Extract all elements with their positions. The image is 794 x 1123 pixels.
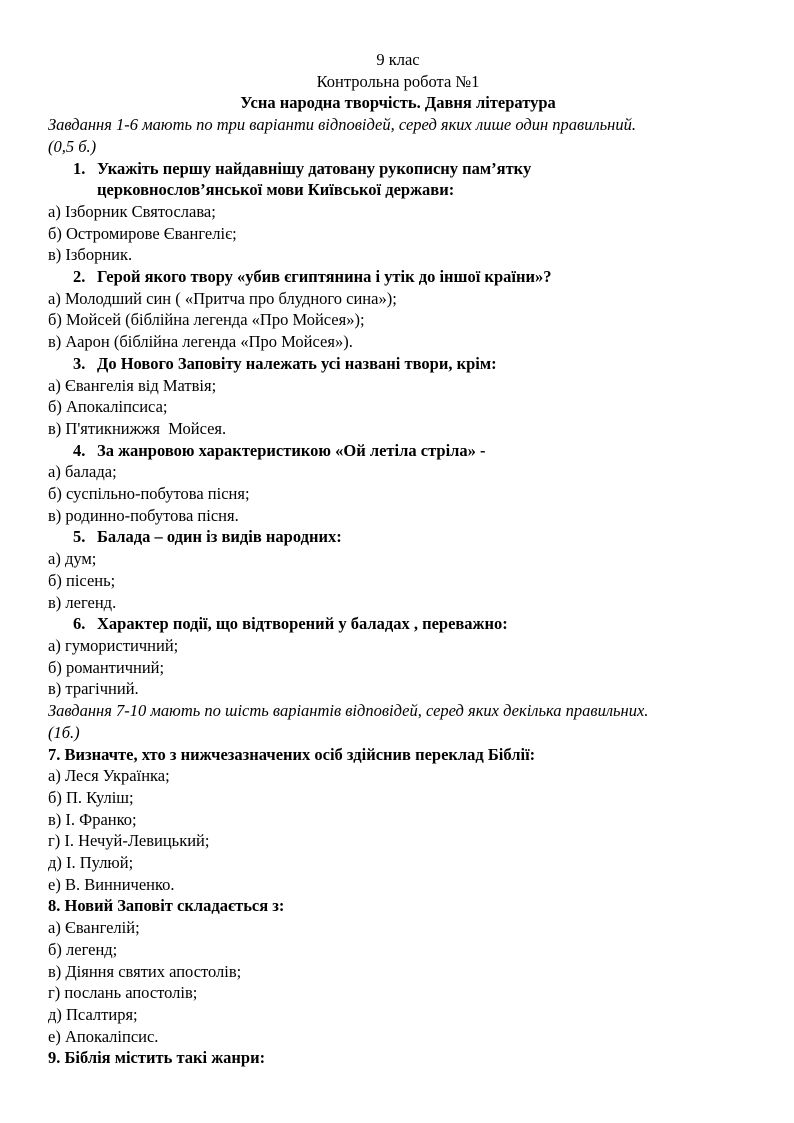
instructions-2-line2: (1б.)	[48, 722, 80, 742]
question-4	[48, 440, 748, 462]
q1-option-b: б) Остромирове Євангеліє;	[48, 223, 237, 243]
q5-option-c: в) легенд.	[48, 592, 117, 612]
q4-option-c: в) родинно-побутова пісня.	[48, 505, 239, 525]
q8-option-d: г) послань апостолів;	[48, 983, 198, 1003]
question-2-number: 2.	[73, 267, 86, 287]
instructions-1-line1: Завдання 1-6 мають по три варіанти відповідей, серед яких лише один правильний.	[48, 115, 636, 135]
document-page	[48, 49, 748, 1069]
q8-option-c: в) Діяння святих апостолів;	[48, 961, 242, 981]
question-8: 8. Новий Заповіт складається з:	[48, 896, 285, 916]
question-5-number: 5.	[73, 527, 86, 547]
question-3	[48, 353, 748, 375]
question-2	[48, 266, 748, 288]
q3-option-a: а) Євангелія від Матвія;	[48, 375, 217, 395]
question-4-number: 4.	[73, 440, 86, 460]
q3-option-c: в) П'ятикнижжя Мойсея.	[48, 418, 227, 438]
instructions-1-line2: (0,5 б.)	[48, 136, 97, 156]
q6-option-b: б) романтичний;	[48, 657, 165, 677]
question-6-text: Характер події, що відтворений у баладах , переважно:	[97, 614, 508, 634]
q8-option-b: б) легенд;	[48, 939, 118, 959]
q6-option-a: а) гумористичний;	[48, 635, 179, 655]
question-2-text: Герой якого твору «убив єгиптянина і утік до іншої країни»?	[97, 267, 552, 287]
topic-title: Усна народна творчість. Давня література	[240, 93, 556, 113]
q6-option-c: в) трагічний.	[48, 679, 139, 699]
q4-option-a: а) балада;	[48, 462, 117, 482]
question-7: 7. Визначте, хто з нижчезазначених осіб здійснив переклад Біблії:	[48, 744, 536, 764]
q5-option-a: а) дум;	[48, 549, 97, 569]
test-title: Контрольна робота №1	[316, 71, 480, 91]
q8-option-e: д) Псалтиря;	[48, 1004, 138, 1024]
instructions-2-line1: Завдання 7-10 мають по шість варіантів відповідей, серед яких декілька правильних.	[48, 701, 649, 721]
q1-option-a: а) Ізборник Святослава;	[48, 201, 216, 221]
q8-option-a: а) Євангелій;	[48, 918, 140, 938]
q2-option-c: в) Аарон (біблійна легенда «Про Мойсея»).	[48, 332, 353, 352]
q2-option-b: б) Мойсей (біблійна легенда «Про Мойсея»);	[48, 310, 365, 330]
q7-option-e: д) І. Пулюй;	[48, 853, 134, 873]
question-6	[48, 613, 748, 635]
grade-heading: 9 клас	[376, 50, 420, 69]
question-5-text: Балада – один із видів народних:	[97, 527, 342, 547]
question-1-text-line2: церковнослов’янської мови Київської держави:	[97, 180, 455, 200]
question-3-text: До Нового Заповіту належать усі названі твори, крім:	[97, 353, 497, 373]
question-1	[48, 158, 748, 180]
question-3-number: 3.	[73, 353, 86, 373]
q7-option-a: а) Леся Українка;	[48, 766, 170, 786]
question-4-text: За жанровою характеристикою «Ой летіла стріла» -	[97, 440, 486, 460]
q5-option-b: б) пісень;	[48, 570, 116, 590]
q8-option-f: е) Апокаліпсис.	[48, 1026, 159, 1046]
q7-option-c: в) І. Франко;	[48, 809, 137, 829]
question-5	[48, 526, 748, 548]
q3-option-b: б) Апокаліпсиса;	[48, 397, 168, 417]
q7-option-b: б) П. Куліш;	[48, 787, 134, 807]
q7-option-f: е) В. Винниченко.	[48, 874, 175, 894]
question-1-number: 1.	[73, 158, 86, 178]
q7-option-d: г) І. Нечуй-Левицький;	[48, 831, 210, 851]
question-9: 9. Біблія містить такі жанри:	[48, 1048, 266, 1068]
question-6-number: 6.	[73, 614, 86, 634]
question-1-text-line1: Укажіть першу найдавнішу датовану рукописну пам’ятку	[97, 158, 532, 178]
q1-option-c: в) Ізборник.	[48, 245, 133, 265]
q2-option-a: а) Молодший син ( «Притча про блудного сина»);	[48, 288, 397, 308]
q4-option-b: б) суспільно-побутова пісня;	[48, 484, 250, 504]
